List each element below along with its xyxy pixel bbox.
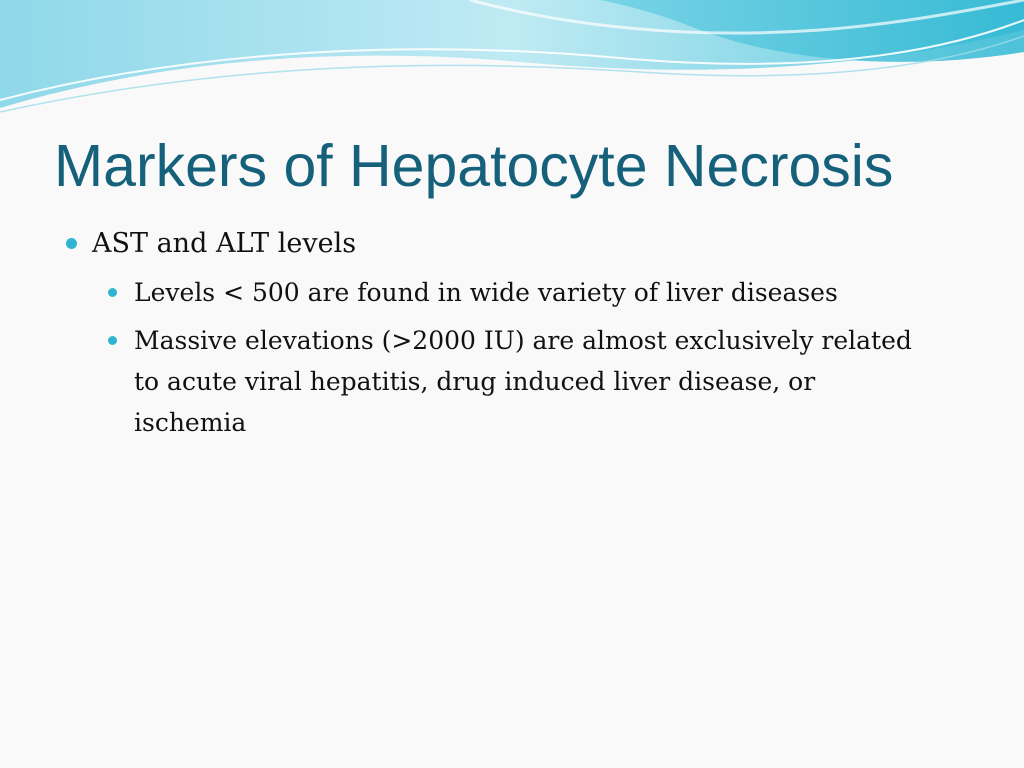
bullet-icon: [108, 288, 117, 297]
decorative-wave-header: [0, 0, 1024, 120]
slide-title: Markers of Hepatocyte Necrosis: [54, 133, 894, 199]
sub-bullet-item: [102, 272, 934, 313]
slide-content: [60, 222, 960, 450]
sub-bullet-item: [102, 320, 934, 443]
sub-bullet-text: Massive elevations (>2000 IU) are almost exclusively related to acute viral hepatitis, drug induced liver disease, or ischemia: [134, 326, 912, 437]
bullet-text: AST and ALT levels: [92, 228, 357, 259]
bullet-icon: [108, 336, 117, 345]
bullet-icon: [66, 238, 77, 249]
bullet-item: [60, 222, 960, 266]
sub-bullet-text: Levels < 500 are found in wide variety of liver diseases: [134, 278, 838, 307]
